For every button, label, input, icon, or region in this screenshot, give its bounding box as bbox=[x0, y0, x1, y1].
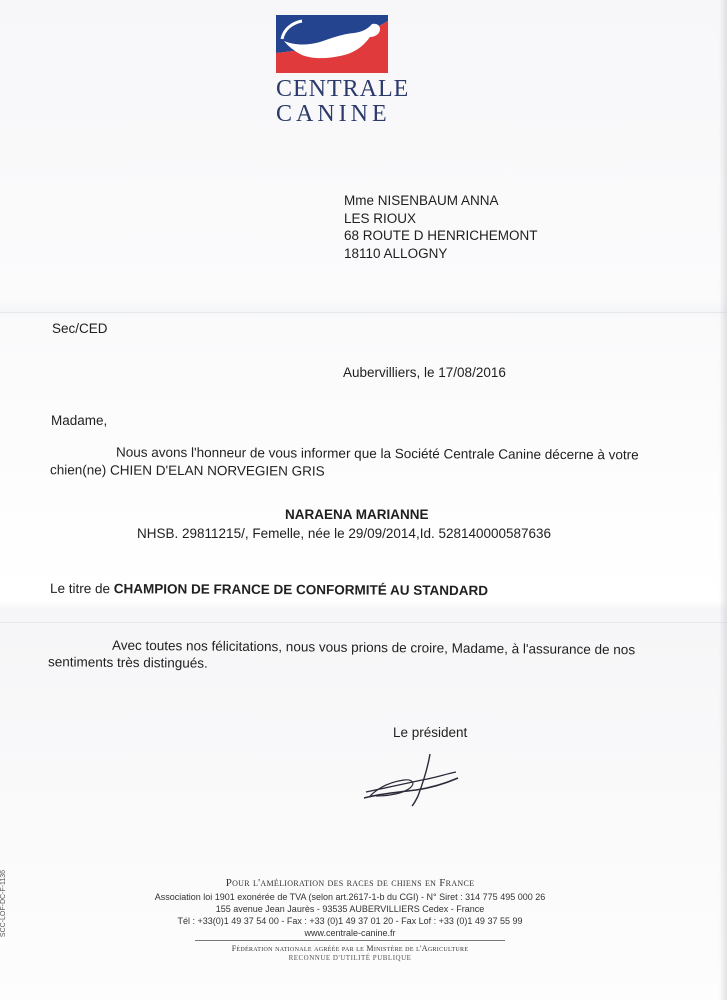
paper-fold bbox=[0, 622, 727, 623]
dog-details: NHSB. 29811215/, Femelle, née le 29/09/2014,Id. 528140000587636 bbox=[137, 526, 552, 541]
body-paragraph-line: chien(ne) CHIEN D'ELAN NORVEGIEN GRIS bbox=[49, 462, 325, 479]
footer-recognition: RECONNUE D'UTILITÉ PUBLIQUE bbox=[288, 954, 412, 962]
footer-federation: Fédération nationale agréée par le Ministère de l'Agriculture bbox=[231, 944, 469, 953]
title-line bbox=[50, 581, 488, 598]
recipient-line: LES RIOUX bbox=[344, 210, 417, 226]
title-prefix: Le titre de bbox=[49, 580, 111, 597]
salutation: Madame, bbox=[51, 413, 108, 428]
body-paragraph-line: Nous avons l'honneur de vous informer que la Société Centrale Canine décerne à votre bbox=[115, 444, 639, 463]
paper-edge-shadow bbox=[719, 0, 727, 1000]
recipient-name: Mme NISENBAUM ANNA bbox=[344, 193, 499, 208]
footer-divider bbox=[195, 940, 505, 941]
dog-emblem-icon bbox=[276, 15, 388, 73]
logo-line-canine: CANINE bbox=[276, 101, 391, 127]
footer-address: 155 avenue Jean Jaurès - 93535 AUBERVILLIERS Cedex - France bbox=[215, 904, 485, 914]
recipient-address bbox=[344, 192, 538, 262]
paper-fold bbox=[0, 312, 727, 313]
side-document-code: SCC-LOF-DC-F-1136 bbox=[0, 869, 8, 938]
closing-line: sentiments très distingués. bbox=[47, 654, 208, 671]
footer-website: www.centrale-canine.fr bbox=[304, 928, 396, 938]
dog-name: NARAENA MARIANNE bbox=[285, 507, 429, 522]
signatory-title: Le président bbox=[393, 725, 468, 740]
closing-line: Avec toutes nos félicitations, nous vous prions de croire, Madame, à l'assurance de nos bbox=[111, 637, 636, 658]
footer-legal: Association loi 1901 exonérée de TVA (selon art.2617-1-b du CGI) - N° Siret : 314 775 495 000 26 bbox=[154, 892, 546, 902]
recipient-postcode-city: 18110 ALLOGNY bbox=[344, 245, 448, 261]
logo-line-centrale: CENTRALE bbox=[276, 76, 410, 102]
championship-title: CHAMPION DE FRANCE DE CONFORMITÉ AU STANDARD bbox=[113, 581, 489, 599]
footer-motto: Pour l'amélioration des races de chiens en France bbox=[225, 877, 475, 889]
reference: Sec/CED bbox=[52, 321, 108, 336]
date-line: Aubervilliers, le 17/08/2016 bbox=[343, 365, 506, 380]
signature-image bbox=[360, 752, 460, 807]
recipient-street: 68 ROUTE D HENRICHEMONT bbox=[344, 228, 538, 243]
logo-emblem bbox=[276, 15, 388, 73]
centrale-canine-logo bbox=[276, 15, 410, 127]
footer-phone: Tél : +33(0)1 49 37 54 00 - Fax : +33 (0)1 49 37 01 20 - Fax Lof : +33 (0)1 49 37 55 99 bbox=[177, 916, 523, 926]
